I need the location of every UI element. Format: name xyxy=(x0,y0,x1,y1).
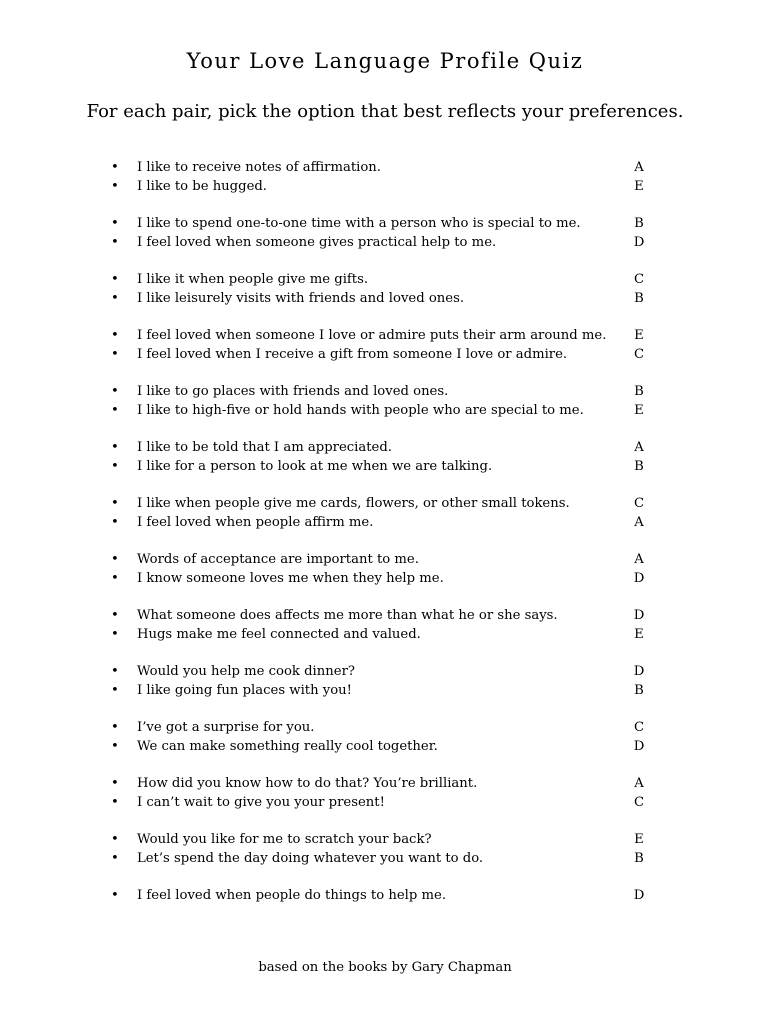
quiz-pair xyxy=(111,830,651,868)
quiz-option xyxy=(111,401,651,420)
quiz-option xyxy=(111,177,651,196)
bullet-icon: • xyxy=(111,459,119,474)
option-text: I like it when people give me gifts. xyxy=(137,272,369,287)
option-letter: C xyxy=(633,795,645,810)
quiz-option xyxy=(111,681,651,700)
quiz-option xyxy=(111,438,651,457)
bullet-icon: • xyxy=(111,739,119,754)
bullet-icon: • xyxy=(111,160,119,175)
option-letter: D xyxy=(633,888,645,903)
option-text: I like to be told that I am appreciated. xyxy=(137,440,392,455)
quiz-pair xyxy=(111,158,651,196)
quiz-pair xyxy=(111,326,651,364)
quiz-option xyxy=(111,737,651,756)
option-text: Would you like for me to scratch your back? xyxy=(137,832,432,847)
option-letter: B xyxy=(634,384,644,399)
option-text: I’ve got a surprise for you. xyxy=(137,720,315,735)
bullet-icon: • xyxy=(111,795,119,810)
quiz-option xyxy=(111,662,651,681)
option-text: I like leisurely visits with friends and loved ones. xyxy=(137,291,465,306)
quiz-option xyxy=(111,606,651,625)
option-text: Let’s spend the day doing whatever you want to do. xyxy=(137,851,484,866)
quiz-pair xyxy=(111,438,651,476)
option-text: I feel loved when someone gives practical help to me. xyxy=(137,235,497,250)
option-letter: D xyxy=(633,608,645,623)
quiz-pair xyxy=(111,494,651,532)
option-letter: D xyxy=(633,739,645,754)
option-text: I feel loved when people affirm me. xyxy=(137,515,374,530)
quiz-pair xyxy=(111,270,651,308)
option-letter: B xyxy=(634,683,644,698)
option-text: I like going fun places with you! xyxy=(137,683,352,698)
quiz-option xyxy=(111,289,651,308)
option-text: What someone does affects me more than what he or she says. xyxy=(137,608,558,623)
bullet-icon: • xyxy=(111,627,119,642)
option-letter: C xyxy=(633,720,645,735)
option-letter: C xyxy=(633,272,645,287)
option-letter: E xyxy=(634,403,644,418)
quiz-option xyxy=(111,345,651,364)
quiz-pair xyxy=(111,382,651,420)
option-letter: B xyxy=(634,291,644,306)
quiz-pair xyxy=(111,606,651,644)
quiz-option xyxy=(111,550,651,569)
bullet-icon: • xyxy=(111,496,119,511)
bullet-icon: • xyxy=(111,832,119,847)
bullet-icon: • xyxy=(111,515,119,530)
quiz-option xyxy=(111,793,651,812)
option-text: I like to spend one-to-one time with a person who is special to me. xyxy=(137,216,581,231)
option-text: We can make something really cool together. xyxy=(137,739,438,754)
bullet-icon: • xyxy=(111,851,119,866)
bullet-icon: • xyxy=(111,608,119,623)
quiz-pair xyxy=(111,662,651,700)
option-text: I feel loved when someone I love or admire puts their arm around me. xyxy=(137,328,607,343)
option-text: I like when people give me cards, flowers, or other small tokens. xyxy=(137,496,570,511)
bullet-icon: • xyxy=(111,571,119,586)
quiz-option xyxy=(111,382,651,401)
quiz-pair xyxy=(111,886,651,905)
quiz-option xyxy=(111,569,651,588)
option-text: I like to go places with friends and loved ones. xyxy=(137,384,449,399)
quiz-option xyxy=(111,830,651,849)
bullet-icon: • xyxy=(111,776,119,791)
quiz-option xyxy=(111,457,651,476)
page-subtitle: For each pair, pick the option that best reflects your preferences. xyxy=(86,101,684,122)
quiz-option xyxy=(111,886,651,905)
option-text: I know someone loves me when they help me. xyxy=(137,571,444,586)
quiz-option xyxy=(111,625,651,644)
quiz-option xyxy=(111,233,651,252)
bullet-icon: • xyxy=(111,347,119,362)
bullet-icon: • xyxy=(111,552,119,567)
quiz-pair xyxy=(111,718,651,756)
option-letter: E xyxy=(634,328,644,343)
quiz-option xyxy=(111,774,651,793)
option-text: I feel loved when I receive a gift from someone I love or admire. xyxy=(137,347,568,362)
option-letter: A xyxy=(634,160,644,175)
quiz-pair xyxy=(111,214,651,252)
bullet-icon: • xyxy=(111,291,119,306)
option-letter: E xyxy=(634,627,644,642)
option-letter: C xyxy=(633,496,645,511)
quiz-pair xyxy=(111,774,651,812)
option-text: Words of acceptance are important to me. xyxy=(137,552,419,567)
bullet-icon: • xyxy=(111,235,119,250)
quiz-list xyxy=(111,158,651,923)
quiz-option xyxy=(111,718,651,737)
option-text: I like to high-five or hold hands with people who are special to me. xyxy=(137,403,584,418)
bullet-icon: • xyxy=(111,440,119,455)
quiz-option xyxy=(111,494,651,513)
quiz-option xyxy=(111,849,651,868)
option-letter: D xyxy=(633,664,645,679)
bullet-icon: • xyxy=(111,216,119,231)
option-letter: A xyxy=(634,515,644,530)
option-text: I like for a person to look at me when we are talking. xyxy=(137,459,493,474)
option-letter: D xyxy=(633,571,645,586)
option-letter: C xyxy=(633,347,645,362)
option-text: I feel loved when people do things to help me. xyxy=(137,888,447,903)
option-text: I like to receive notes of affirmation. xyxy=(137,160,381,175)
option-letter: D xyxy=(633,235,645,250)
option-letter: E xyxy=(634,179,644,194)
bullet-icon: • xyxy=(111,720,119,735)
option-letter: A xyxy=(634,552,644,567)
option-letter: E xyxy=(634,832,644,847)
quiz-option xyxy=(111,270,651,289)
quiz-option xyxy=(111,513,651,532)
page-title: Your Love Language Profile Quiz xyxy=(186,49,584,73)
bullet-icon: • xyxy=(111,384,119,399)
option-letter: B xyxy=(634,216,644,231)
bullet-icon: • xyxy=(111,179,119,194)
option-text: I can’t wait to give you your present! xyxy=(137,795,385,810)
bullet-icon: • xyxy=(111,403,119,418)
quiz-pair xyxy=(111,550,651,588)
option-text: I like to be hugged. xyxy=(137,179,268,194)
option-letter: A xyxy=(634,440,644,455)
option-letter: B xyxy=(634,459,644,474)
bullet-icon: • xyxy=(111,683,119,698)
quiz-option xyxy=(111,326,651,345)
bullet-icon: • xyxy=(111,664,119,679)
bullet-icon: • xyxy=(111,272,119,287)
footer-credit: based on the books by Gary Chapman xyxy=(258,960,512,975)
bullet-icon: • xyxy=(111,888,119,903)
quiz-option xyxy=(111,158,651,177)
option-text: Hugs make me feel connected and valued. xyxy=(137,627,421,642)
option-text: Would you help me cook dinner? xyxy=(137,664,355,679)
option-letter: B xyxy=(634,851,644,866)
quiz-option xyxy=(111,214,651,233)
option-letter: A xyxy=(634,776,644,791)
option-text: How did you know how to do that? You’re brilliant. xyxy=(137,776,478,791)
bullet-icon: • xyxy=(111,328,119,343)
